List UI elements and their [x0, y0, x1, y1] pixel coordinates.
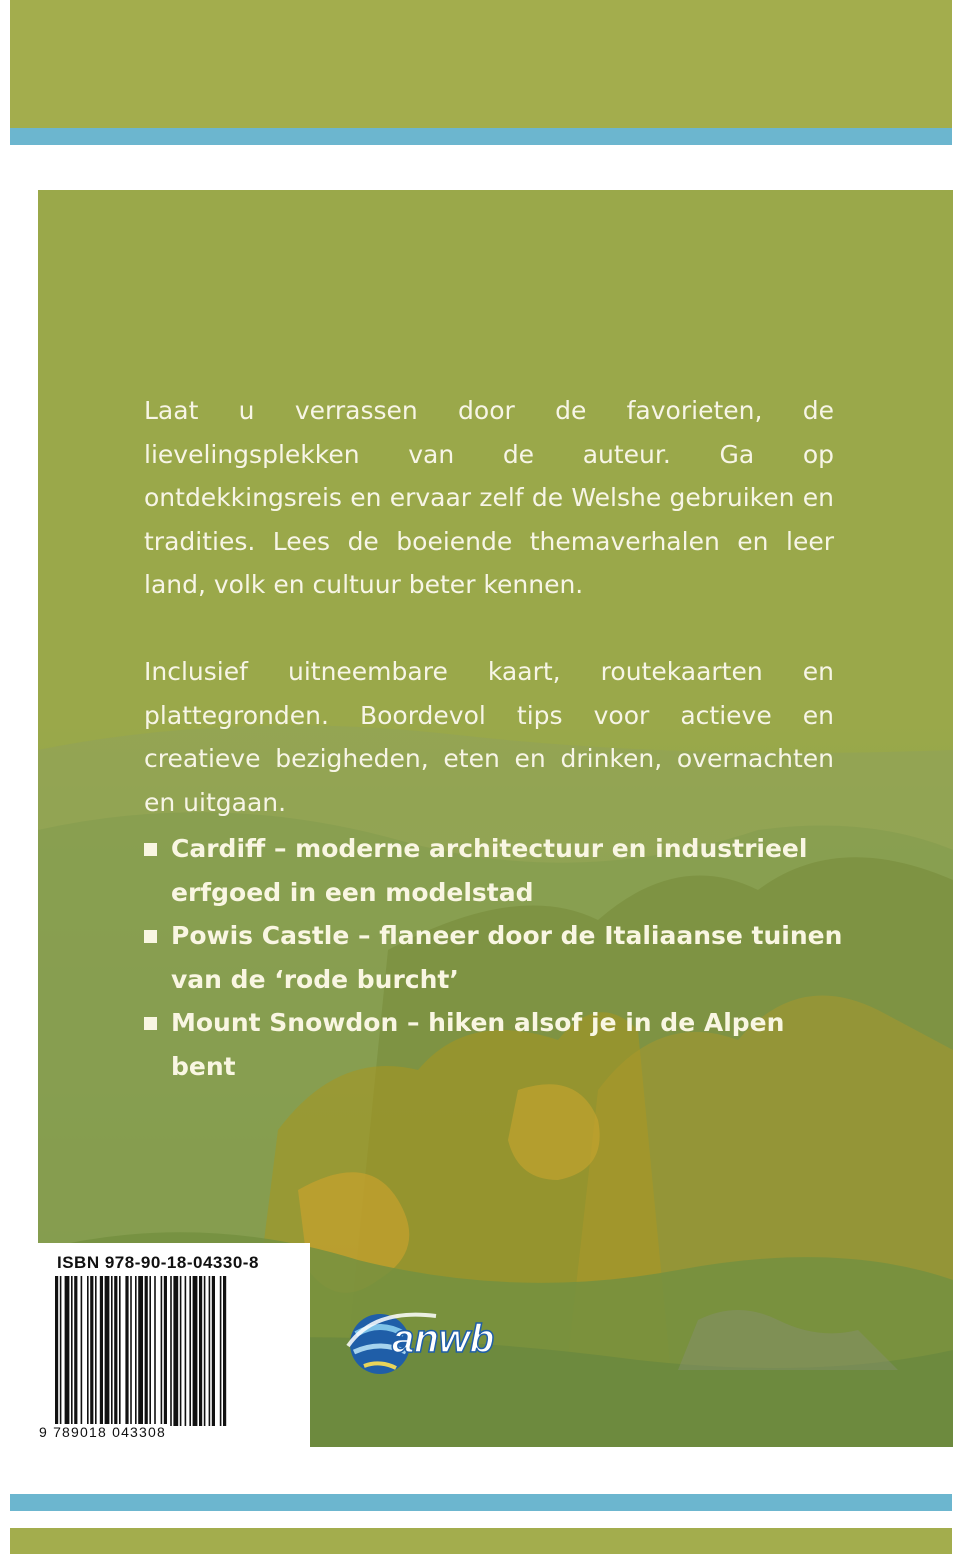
barcode-bar — [161, 1276, 163, 1426]
isbn-label: ISBN 978-90-18-04330-8 — [57, 1253, 259, 1272]
barcode-bar — [212, 1276, 215, 1426]
barcode-bar — [119, 1276, 121, 1426]
barcode-bar — [180, 1276, 182, 1426]
barcode-bar — [71, 1276, 73, 1426]
highlight-text: Mount Snowdon – hiken alsof je in de Alpen bent — [171, 1008, 785, 1081]
barcode-bar — [220, 1276, 222, 1426]
barcode-bar — [138, 1276, 143, 1426]
barcode-bar — [114, 1276, 117, 1426]
barcode-bar — [199, 1276, 202, 1426]
barcode-bar — [60, 1276, 62, 1426]
square-bullet-icon — [144, 1017, 157, 1030]
square-bullet-icon — [144, 843, 157, 856]
square-bullet-icon — [144, 930, 157, 943]
barcode-bar — [185, 1276, 187, 1426]
barcode-bar — [204, 1276, 206, 1426]
description-paragraph-1: Laat u verrassen door de favorieten, de lievelingsplekken van de auteur. Ga op ontdekkingsreis en ervaar zelf de Welshe gebruiken en tradities. Lees de boeiende themaverhalen en leer land, volk en cultuur beter kennen. — [144, 396, 834, 599]
barcode-bar — [65, 1276, 70, 1426]
highlight-text: Cardiff – moderne architectuur en industrieel erfgoed in een modelstad — [171, 834, 808, 907]
barcode-bar — [149, 1276, 151, 1426]
barcode-bar — [100, 1276, 103, 1426]
barcode-bar — [193, 1276, 198, 1426]
barcode-bar — [145, 1276, 148, 1426]
barcode-bar — [223, 1276, 226, 1426]
highlights-list — [144, 827, 844, 1088]
barcode-image — [55, 1276, 280, 1426]
barcode-bar — [90, 1276, 93, 1426]
barcode-bar — [209, 1276, 211, 1426]
barcode-number: 9 789018 043308 — [39, 1424, 166, 1440]
barcode-bar — [164, 1276, 167, 1426]
bottom-color-band — [10, 1528, 952, 1554]
bottom-blue-stripe — [10, 1494, 952, 1511]
highlight-item-cardiff — [144, 827, 844, 914]
barcode-bar — [173, 1276, 178, 1426]
barcode-bar — [81, 1276, 83, 1426]
barcode-bar — [125, 1276, 128, 1426]
barcode-bar — [135, 1276, 137, 1426]
barcode-bar — [105, 1276, 110, 1426]
barcode-bar — [55, 1276, 58, 1426]
highlight-text: Powis Castle – flaneer door de Italiaanse tuinen van de ‘rode burcht’ — [171, 921, 843, 994]
description-paragraph-2: Inclusief uitneembare kaart, routekaarten en plattegronden. Boordevol tips voor actieve en creatieve bezigheden, eten en drinken, overnachten en uitgaan. — [144, 657, 834, 817]
barcode-bar — [130, 1276, 132, 1426]
barcode-bar — [170, 1276, 172, 1426]
logo-wordmark: anwb — [392, 1317, 495, 1361]
barcode-bar — [189, 1276, 191, 1426]
barcode-bar — [111, 1276, 113, 1426]
highlight-item-powis-castle — [144, 914, 844, 1001]
top-blue-stripe — [10, 128, 952, 145]
anwb-globe-logo — [344, 1300, 534, 1400]
highlight-item-mount-snowdon — [144, 1001, 844, 1088]
barcode-bar — [87, 1276, 89, 1426]
barcode-bar — [74, 1276, 77, 1426]
barcode-bar — [154, 1276, 156, 1426]
top-color-band — [10, 0, 952, 128]
barcode-bar — [95, 1276, 97, 1426]
